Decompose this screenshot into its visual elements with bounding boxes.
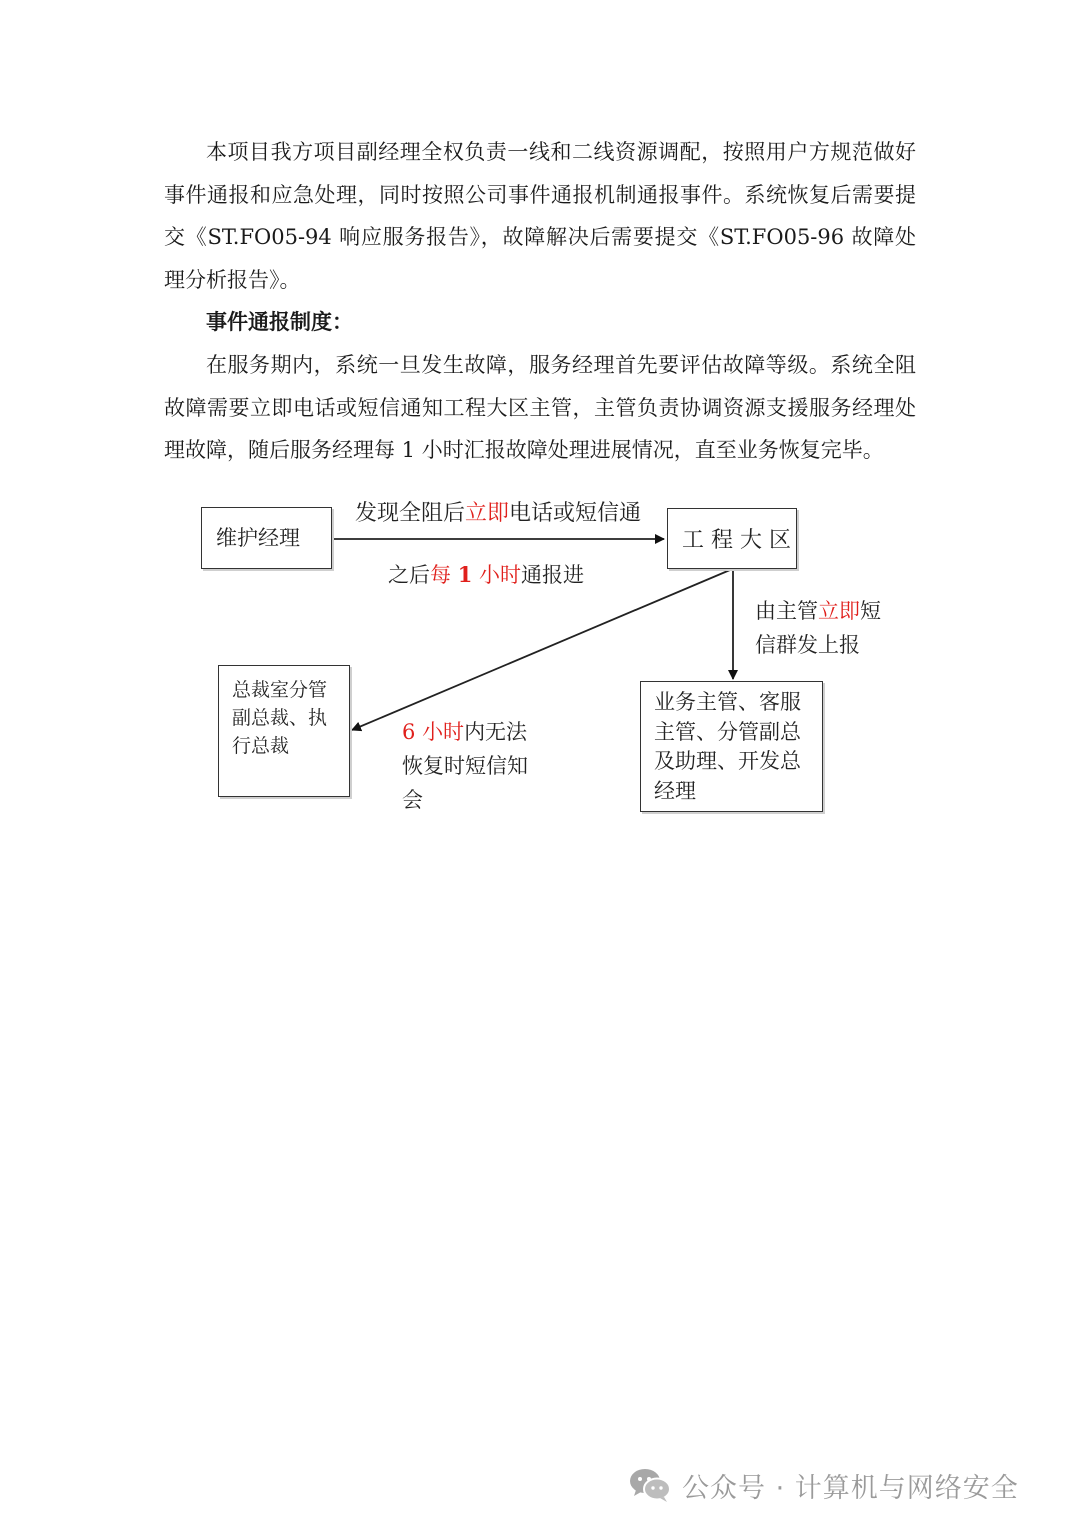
label-arrow-diagonal-num: 6 [402, 720, 416, 744]
label-arrow-diagonal-red: 小时 [422, 720, 465, 744]
wechat-icon [628, 1465, 672, 1505]
label-arrow-bottom [388, 558, 584, 592]
president-office-line-3: 行总裁 [232, 735, 290, 757]
business-managers-line-2: 主管、分管副总 [654, 719, 801, 744]
paragraph-incident-policy: 在服务期内，系统一旦发生故障，服务经理首先要评估故障等级。系统全阻故障需要立即电话或短信通知工程大区主管，主管负责协调资源支援服务经理处理故障，随后服务经理每 1 小时汇报故障处理进展情况，直至业务恢复完毕。 [164, 353, 916, 462]
node-business-managers [640, 681, 823, 812]
business-managers-line-3: 及助理、开发总 [654, 749, 801, 773]
label-arrow-bottom-post: 通报进 [521, 563, 584, 587]
section-heading-incident-notification: 事件通报制度： [206, 309, 353, 334]
label-arrow-diagonal-line2: 恢复时短信知 [402, 754, 528, 778]
node-engineering-region [667, 508, 797, 569]
label-arrow-diagonal-post: 内无法 [464, 720, 528, 744]
business-managers-line-1: 业务主管、客服 [654, 690, 801, 714]
label-arrow-right-pre: 由主管 [755, 599, 818, 623]
node-engineering-region-label: 工 程 大 区 [682, 528, 791, 553]
label-arrow-diagonal-line3: 会 [402, 788, 423, 812]
label-arrow-right-post: 短 [860, 599, 881, 623]
label-arrow-top [355, 497, 641, 530]
watermark [628, 1462, 1019, 1508]
label-arrow-diagonal [402, 715, 528, 817]
president-office-line-1: 总裁室分管 [232, 679, 328, 701]
paragraph-resource-dispatch: 本项目我方项目副经理全权负责一线和二线资源调配，按照用户方规范做好事件通报和应急处理，同时按照公司事件通报机制通报事件。系统恢复后需要提交《ST.FO05-94 响应服务报告》，故障解决后需要提交《ST.FO05-96 故障处理分析报告》。 [164, 140, 916, 292]
label-arrow-bottom-red2: 小时 [479, 563, 521, 587]
label-arrow-right-red: 立即 [818, 599, 860, 623]
label-arrow-top-post: 电话或短信通 [509, 501, 642, 526]
watermark-text: 公众号 · 计算机与网络安全 [682, 1472, 1019, 1504]
node-maintenance-manager [201, 507, 332, 569]
label-arrow-right [755, 594, 881, 662]
label-arrow-bottom-pre: 之后 [388, 563, 430, 587]
label-arrow-bottom-num: 1 [457, 562, 473, 587]
label-arrow-bottom-red1: 每 [430, 563, 451, 587]
business-managers-line-4: 经理 [654, 778, 696, 803]
label-arrow-right-line2: 信群发上报 [755, 633, 860, 657]
node-maintenance-manager-label: 维护经理 [216, 526, 300, 550]
label-arrow-top-red: 立即 [465, 501, 510, 526]
president-office-line-2: 副总裁、执 [232, 707, 328, 729]
label-arrow-top-pre: 发现全阻后 [355, 501, 466, 526]
node-president-office [218, 665, 350, 797]
